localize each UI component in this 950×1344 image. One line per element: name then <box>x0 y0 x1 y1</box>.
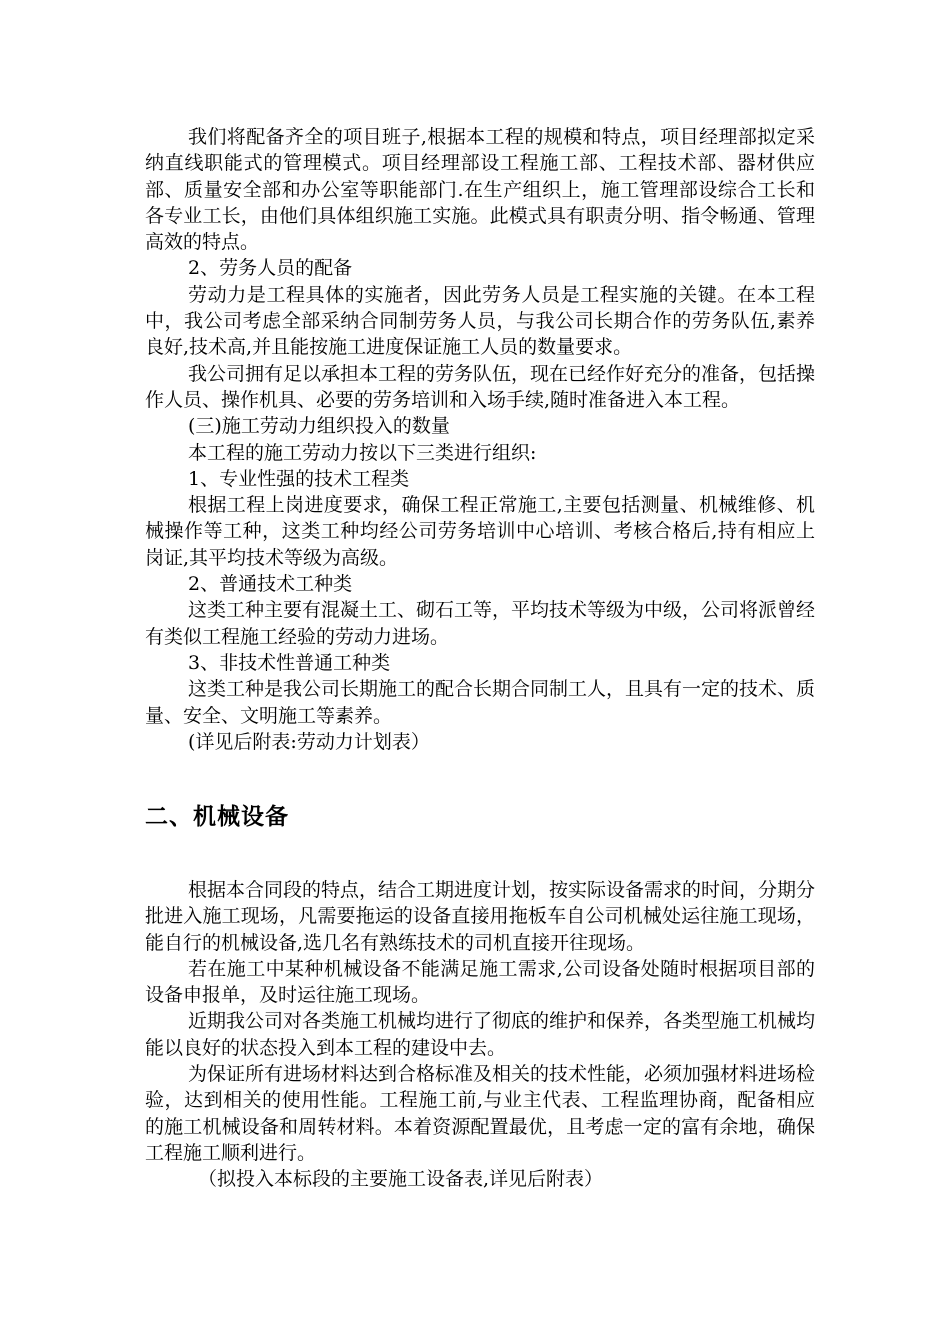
section-labor <box>145 124 815 755</box>
paragraph-category-2: 这类工种主要有混凝土工、砌石工等，平均技术等级为中级，公司将派曾经有类似工程施工经验的劳动力进场。 <box>145 599 816 648</box>
paragraph-material-inspection: 为保证所有进场材料达到合格标准及相关的技术性能，必须加强材料进场检验，达到相关的使用性能。工程施工前,与业主代表、工程监理协商，配备相应的施工机械设备和周转材料。本着资源配置最优，且考虑一定的富有余地，确保工程施工顺利进行。 <box>145 1063 816 1164</box>
paragraph-labor-team: 我公司拥有足以承担本工程的劳务队伍，现在已经作好充分的准备，包括操作人员、操作机具、必要的劳务培训和入场手续,随时准备进入本工程。 <box>145 362 816 411</box>
subheading-category-1: 1、专业性强的技术工程类 <box>188 467 410 490</box>
paragraph-equipment-maintenance: 近期我公司对各类施工机械均进行了彻底的维护和保养，各类型施工机械均能以良好的状态投入到本工程的建设中去。 <box>145 1010 816 1059</box>
paragraph-equipment-schedule: 根据本合同段的特点，结合工期进度计划，按实际设备需求的时间，分期分批进入施工现场，凡需要拖运的设备直接用拖板车自公司机械处运往施工现场，能自行的机械设备,选几名有熟练技术的司机直接开往现场。 <box>145 879 816 954</box>
paragraph-category-1: 根据工程上岗进度要求，确保工程正常施工,主要包括测量、机械维修、机械操作等工种，这类工种均经公司劳务培训中心培训、考核合格后,持有相应上岗证,其平均技术等级为高级。 <box>145 494 815 569</box>
paragraph-equipment-supply: 若在施工中某种机械设备不能满足施工需求,公司设备处随时根据项目部的设备申报单，及时运往施工现场。 <box>145 957 815 1007</box>
note-equipment-table: （拟投入本标段的主要施工设备表,详见后附表） <box>198 1168 604 1191</box>
paragraph-category-3: 这类工种是我公司长期施工的配合长期合同制工人，且具有一定的技术、质量、安全、文明施工等素养。 <box>145 678 816 727</box>
subheading-labor-quantity: (三)施工劳动力组织投入的数量 <box>188 415 450 438</box>
note-labor-plan: (详见后附表:劳动力计划表） <box>188 730 430 753</box>
paragraph-project-team: 我们将配备齐全的项目班子,根据本工程的规模和特点，项目经理部拟定采纳直线职能式的管理模式。项目经理部设工程施工部、工程技术部、器材供应部、质量安全部和办公室等职能部门.在生产组织上，施工管理部设综合工长和各专业工长，由他们具体组织施工实施。此模式具有职责分明、指令畅通、管理高效的特点。 <box>145 126 815 254</box>
subheading-labor-staffing: 2、劳务人员的配备 <box>188 257 353 280</box>
section-machinery <box>145 877 815 1193</box>
subheading-category-2: 2、普通技术工种类 <box>188 573 353 596</box>
section-heading-machinery: 二、机械设备 <box>145 804 289 830</box>
paragraph-labor-key: 劳动力是工程具体的实施者，因此劳务人员是工程实施的关键。在本工程中，我公司考虑全部采纳合同制劳务人员，与我公司长期合作的劳务队伍,素养良好,技术高,并且能按施工进度保证施工人员的数量要求。 <box>145 283 815 359</box>
paragraph-labor-categories: 本工程的施工劳动力按以下三类进行组织: <box>188 441 537 464</box>
subheading-category-3: 3、非技术性普通工种类 <box>188 651 391 674</box>
